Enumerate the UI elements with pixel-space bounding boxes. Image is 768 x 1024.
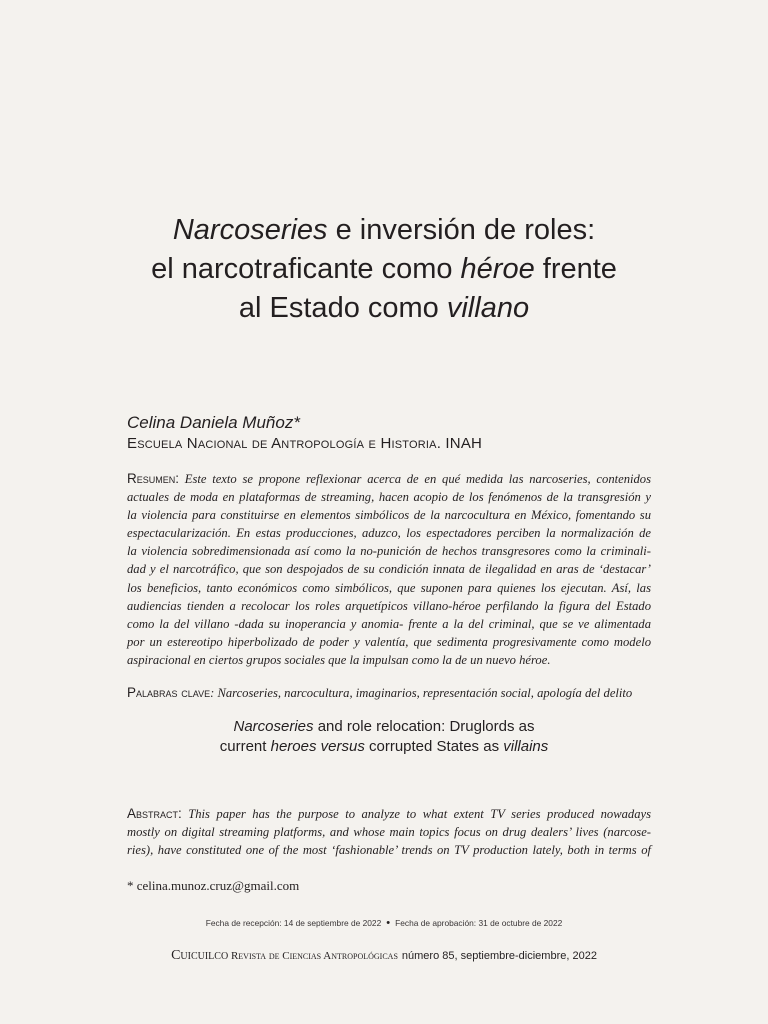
resumen-line [127, 470, 651, 488]
abstract-paragraph [127, 805, 651, 859]
english-title-line-1 [0, 717, 768, 737]
author-name: Celina Daniela Muñoz* [127, 413, 300, 432]
english-title [0, 717, 768, 757]
title-italic-heroe: héroe [460, 253, 535, 286]
resumen-line: por un estereotipo hiperbolizado de poder y valentía, que sedimenta progresivamente como modelo [127, 634, 651, 649]
resumen-label: Resumen: [127, 471, 180, 486]
resumen-line: la violencia para constituirse en elementos simbólicos de la narcocultura en México, fomentando su [127, 508, 651, 523]
palabras-clave-text: : Narcoseries, narcocultura, imaginarios, representación social, apología del delito [210, 686, 633, 700]
english-title-italic-narcoseries: Narcoseries [233, 718, 314, 735]
abstract-line [127, 805, 651, 823]
english-title-line2-pre: current [219, 738, 271, 755]
resumen-line: dad y el narcotráfico, que son despojados de su condición innata de ilegalidad en aras de ‘destacar’ [127, 562, 651, 577]
resumen-line: aspiracional en ciertos grupos sociales que la impulsan como la de un nuevo héroe. [127, 652, 551, 667]
title-italic-villano: villano [446, 292, 530, 325]
date-received: Fecha de recepción: 14 de septiembre de 2022 [205, 918, 382, 928]
resumen-line: como la del villano -dada su inoperancia y anomia- frente a la del criminal, que se ve alimentada [127, 616, 651, 631]
english-title-line1-rest: and role relocation: Druglords as [313, 718, 535, 735]
journal-subtitle: Revista de Ciencias Antropológicas [228, 950, 398, 962]
footnote-email: * celina.munoz.cruz@gmail.com [127, 878, 300, 893]
english-title-line-2 [0, 737, 768, 757]
resumen-line: la violencia sobredimensionada así como la no-punición de hechos transgresores como la criminali- [127, 544, 651, 559]
abstract-line: ries), have constituted one of the most ‘fashionable’ trends on TV production lately, both in terms of [127, 843, 651, 858]
title-line1-rest: e inversión de roles: [327, 214, 596, 247]
abstract-line: mostly on digital streaming platforms, and whose main topics focus on drug dealers’ lives (narcose- [127, 825, 651, 840]
bullet-separator: • [386, 917, 391, 929]
resumen-line-text: Este texto se propone reflexionar acerca de en qué medida las narcoseries, contenidos [184, 472, 651, 486]
title-line-1 [0, 211, 768, 250]
journal-footer [0, 948, 768, 964]
title-line2-pre: el narcotraficante como [151, 253, 461, 286]
author-affiliation: Escuela Nacional de Antropología e Historia. INAH [127, 435, 483, 452]
journal-issue: número 85, septiembre-diciembre, 2022 [401, 950, 597, 962]
resumen-line: actuales de moda en plataformas de streaming, hacen acopio de los fenómenos de la transgresión y [127, 490, 651, 505]
palabras-clave-line [127, 684, 651, 702]
english-title-italic-heroes: heroes versus [270, 738, 365, 755]
resumen-line: espectacularización. En estas producciones, aduzco, los espectadores perciben la normalización de [127, 526, 651, 541]
english-title-line2-mid: corrupted States as [364, 738, 504, 755]
title-line3-pre: al Estado como [238, 292, 447, 325]
date-approved: Fecha de aprobación: 31 de octubre de 2022 [395, 918, 563, 928]
resumen-line: audiencias tienden a recolocar los roles arquetípicos villano-héroe perfilando la figura del Estado [127, 598, 651, 613]
palabras-clave-label: Palabras clave [127, 685, 211, 700]
resumen-paragraph [127, 470, 651, 669]
english-title-italic-villains: villains [503, 738, 549, 755]
title-line-2 [0, 250, 768, 289]
abstract-line-text: This paper has the purpose to analyze to what extent TV series produced nowadays [188, 807, 651, 821]
title-line-3 [0, 289, 768, 328]
journal-name: Cuicuilco [171, 948, 229, 963]
palabras-clave [127, 684, 651, 702]
submission-dates [0, 917, 768, 929]
title-italic-narcoseries: Narcoseries [172, 214, 328, 247]
article-title [0, 211, 768, 328]
title-line2-post: frente [534, 253, 617, 286]
abstract-label: Abstract: [127, 806, 182, 821]
resumen-line: los beneficios, tanto económicos como simbólicos, que suponen para quienes los ejecutan. Así, las [127, 580, 651, 595]
